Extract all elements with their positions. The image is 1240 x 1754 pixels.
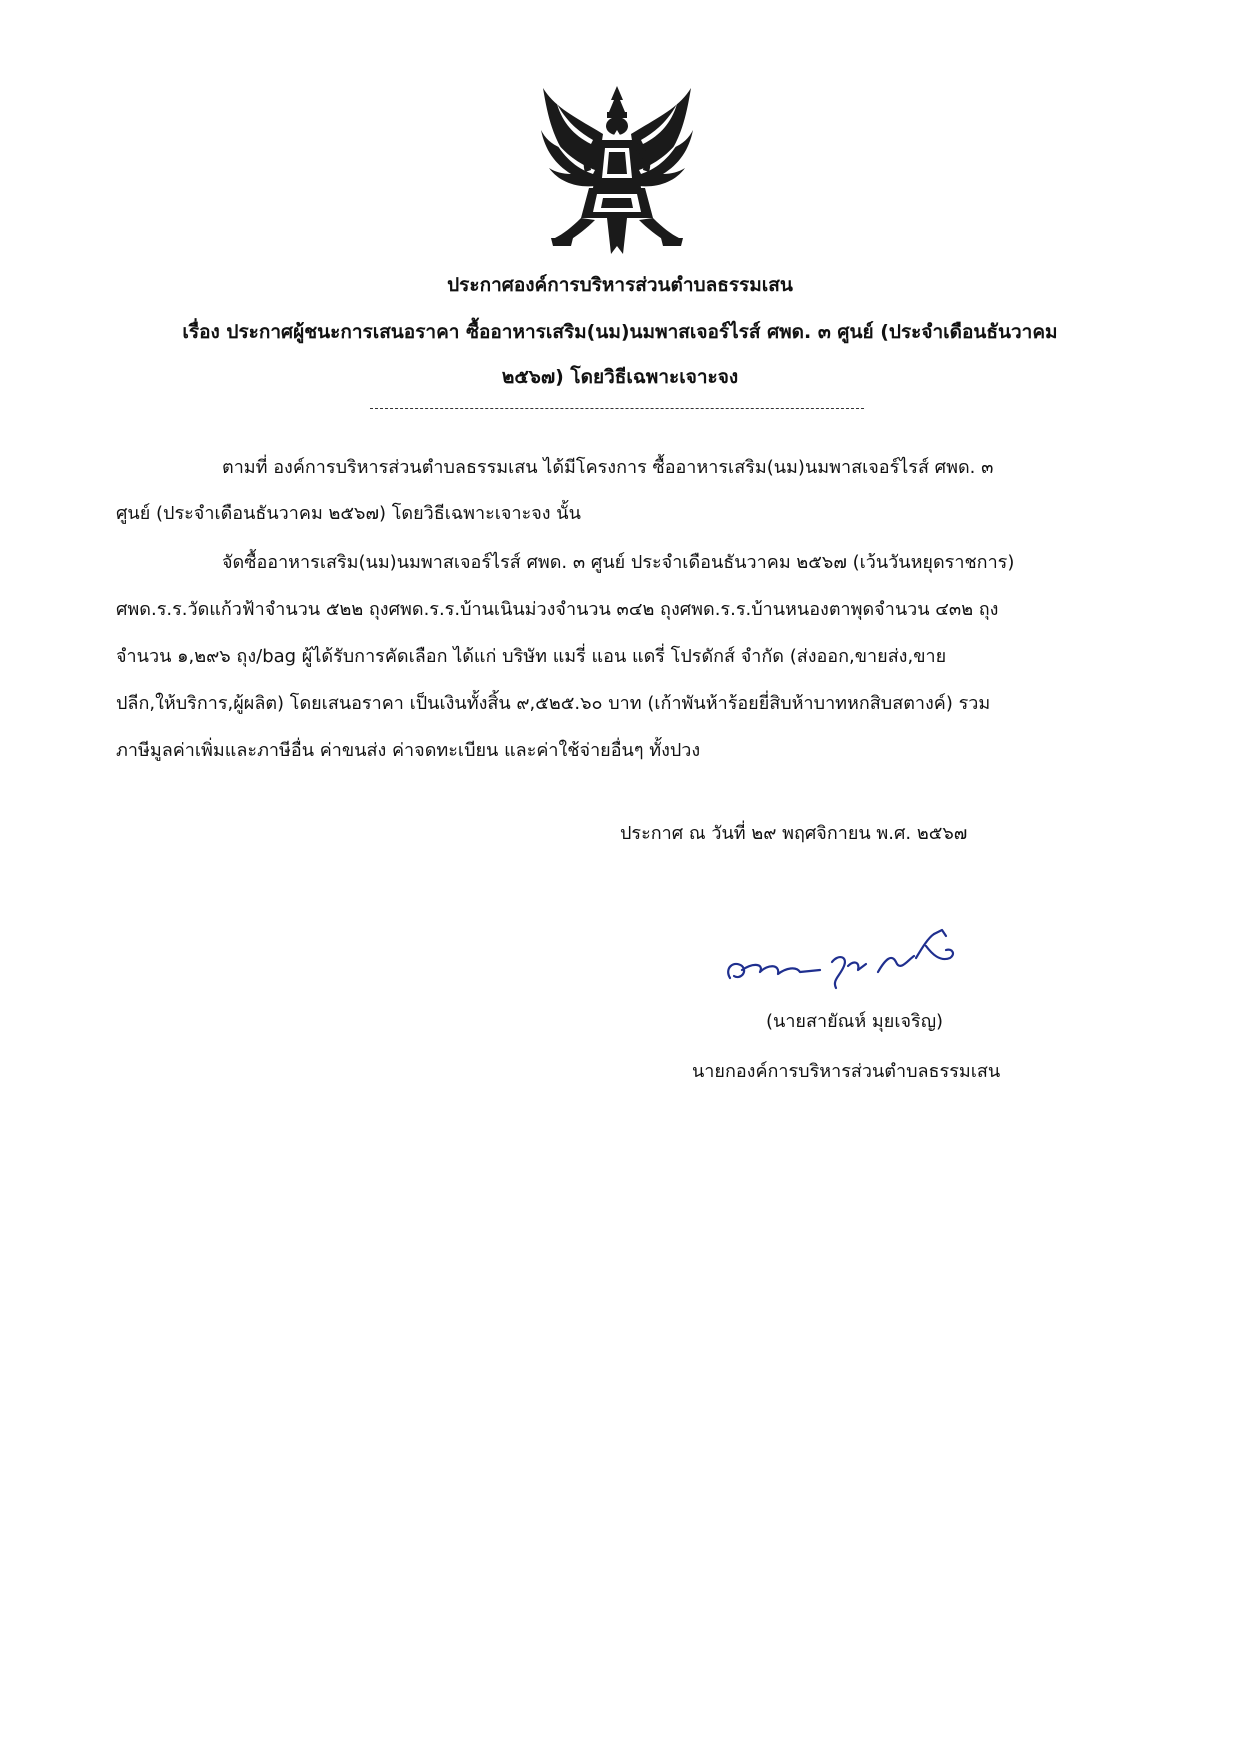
paragraph-2-line-2: ศพด.ร.ร.วัดแก้วฟ้าจำนวน ๕๒๒ ถุงศพด.ร.ร.บ้านเนินม่วงจำนวน ๓๔๒ ถุงศพด.ร.ร.บ้านหนองตาพุดจำนวน ๔๓๒ ถุง: [116, 599, 999, 620]
garuda-emblem-icon: [537, 78, 697, 258]
announcement-subject: เรื่อง ประกาศผู้ชนะการเสนอราคา ซื้ออาหารเสริม(นม)นมพาสเจอร์ไรส์ ศพด. ๓ ศูนย์ (ประจำเดือนธันวาคม: [182, 321, 1058, 343]
signer-position: นายกองค์การบริหารส่วนตำบลธรรมเสน: [692, 1061, 1001, 1082]
announcement-subject-continued: ๒๕๖๗) โดยวิธีเฉพาะเจาะจง: [501, 366, 739, 388]
paragraph-2-line-4: ปลีก,ให้บริการ,ผู้ผลิต) โดยเสนอราคา เป็นเงินทั้งสิ้น ๙,๕๒๕.๖๐ บาท (เก้าพันห้าร้อยยี่สิบห้าบาทหกสิบสตางค์) รวม: [116, 693, 991, 714]
paragraph-2-line-1: จัดซื้ออาหารเสริม(นม)นมพาสเจอร์ไรส์ ศพด. ๓ ศูนย์ ประจำเดือนธันวาคม ๒๕๖๗ (เว้นวันหยุดราชการ): [222, 552, 1015, 573]
paragraph-2-line-5: ภาษีมูลค่าเพิ่มและภาษีอื่น ค่าขนส่ง ค่าจดทะเบียน และค่าใช้จ่ายอื่นๆ ทั้งปวง: [116, 740, 701, 761]
announcement-title: ประกาศองค์การบริหารส่วนตำบลธรรมเสน: [447, 274, 793, 296]
handwritten-signature-icon: [720, 918, 990, 998]
signer-name: (นายสายัณห์ มุยเจริญ): [766, 1011, 944, 1032]
title-divider: [370, 408, 864, 409]
paragraph-1-line-1: ตามที่ องค์การบริหารส่วนตำบลธรรมเสน ได้มีโครงการ ซื้ออาหารเสริม(นม)นมพาสเจอร์ไรส์ ศพด. ๓: [222, 457, 994, 478]
paragraph-2-line-3: จำนวน ๑,๒๙๖ ถุง/bag ผู้ได้รับการคัดเลือก ได้แก่ บริษัท แมรี่ แอน แดรี่ โปรดักส์ จำกัด (ส่งออก,ขายส่ง,ขาย: [116, 646, 947, 667]
paragraph-1-line-2: ศูนย์ (ประจำเดือนธันวาคม ๒๕๖๗) โดยวิธีเฉพาะเจาะจง นั้น: [116, 503, 581, 524]
announcement-date: ประกาศ ณ วันที่ ๒๙ พฤศจิกายน พ.ศ. ๒๕๖๗: [620, 823, 968, 844]
